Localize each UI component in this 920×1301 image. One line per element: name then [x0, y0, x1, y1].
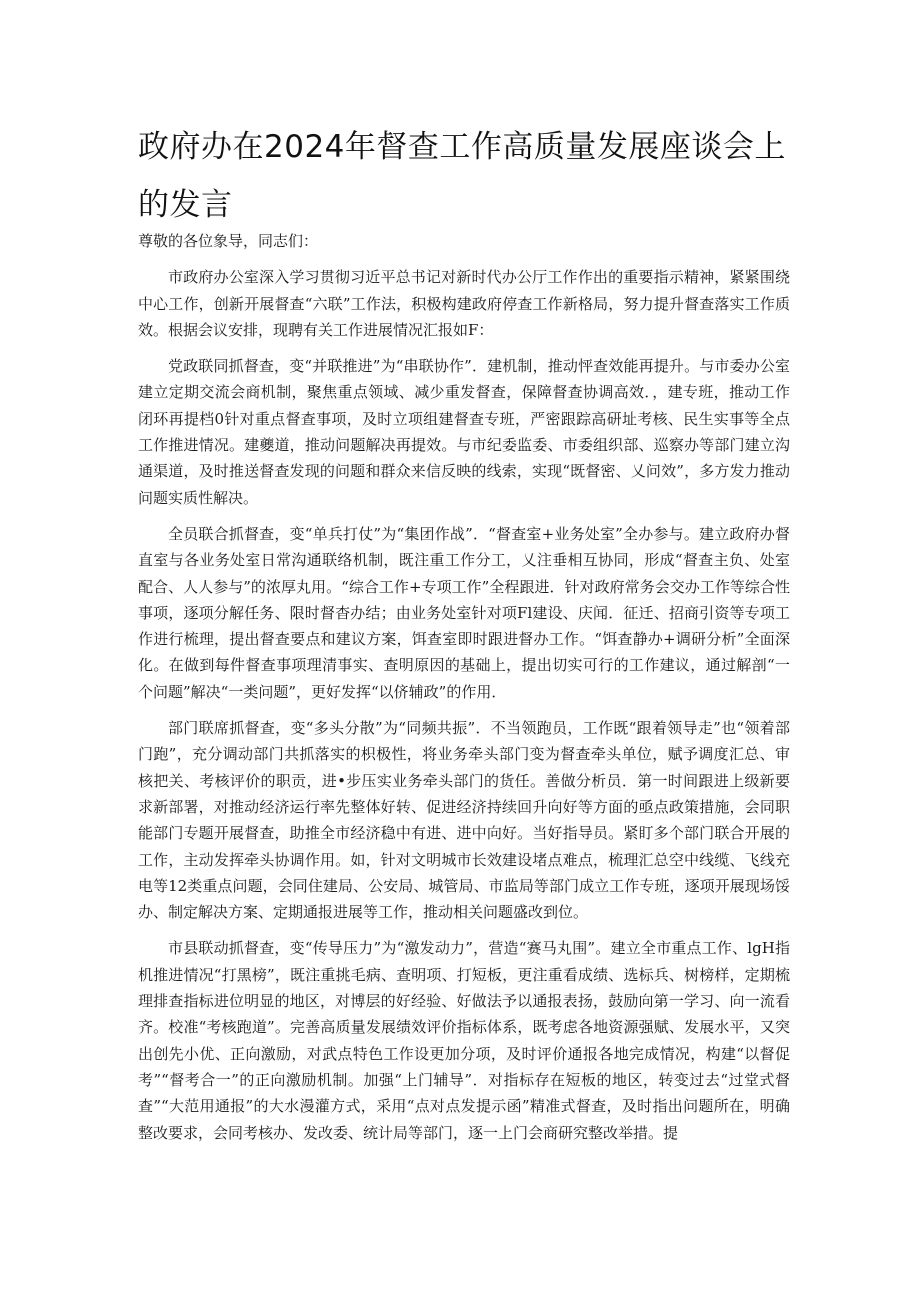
paragraph-department-joint: 部门联席抓督查，变“多头分散”为“同频共振”．不当领跑员，工作既“跟着领导走”也“领着部门跑”，充分调动部门共抓落实的枳极性，将业务牵头部门变为督查牵头单位，赋予调度汇总、审核把关、考核评价的职贡，进•步压实业务牵头部门的货任。善做分析员．第一时间跟进上级新要求新部署，对推动经济运行率先整体好转、促进经济持续回升向好等方面的亟点政策措施，会同职能部门专题开展督查，助推全市经济稳中有进、进中向好。当好指导员。紧盯多个部门联合开展的工作，主动发挥牵头协调作用。如，针对文明城市长效建设堵点难点，梳理汇总空中线缆、飞线充电等12类重点问题，会同住建局、公安局、城管局、市监局等部门成立工作专班，逐项开展现场馁办、制定解决方案、定期通报进展等工作，推动相关问题盛改到位。	[138, 719, 790, 922]
paragraph-party-government: 党政联同抓督查，变“并联推进”为“串联协作”．建机制，推动怦查效能再提升。与市委办公室建立定期交流会商机制，聚焦重点领域、减少重发督查，保障督查协调高效．，建专班，推动工作闭环再提档0针对重点督查事项，及时立项组建督查专班，严密跟踪高研址考核、民生实事等全点工作推进情况。建夔道，推动问题解决再提效。与市纪委监委、市委组织部、巡察办等部门建立沟通渠道，及时推送督查发现的问题和群众来信反映的线索，实现“既督密、乂问效”，多方发力推动问题实质性解决。	[138, 357, 790, 507]
document-body	[138, 228, 790, 1156]
document-title: 政府办在2024年督查工作高质量发展座谈会上的发言	[138, 129, 786, 223]
paragraph-all-staff: 全员联合抓督查，变“单兵打仗”为“集团作战”．“督查室+业务处室”全办参与。建立政府办督直室与各业务处室日常沟通联络机制，既注重工作分工，乂注垂相互协同，形成“督查主负、处室配合、人人参与”的浓厚丸用。“综合工作+专项工作”全程跟进．针对政府常务会交办工作等综合性事项，逐项分解任务、限时督杳办结；由业务处室针对项Fl建设、庆闻．征迁、招商引资等专项工作进行梳理，提出督查要点和建议方案，饵查室即时跟进督办工作。“饵查静办+调研分析”全面深化。在做到每件督查事项理清事实、查明原因的基础上，提出切实可行的工作建议，通过解剖“一个问题”解决“一类问题”，更好发挥“以侪辅政”的作用．	[138, 524, 790, 701]
salutation: 尊敬的各位象导，同志们：	[138, 232, 319, 250]
paragraph-intro: 市政府办公室深入学习贯彻习近平总书记对新时代办公厅工作作出的重要指示精神，紧紧围绕中心工作，创新开展督查“六联”工作法，积极构建政府停查工作新格局，努力提升督查落实工作质效。根据会议安排，现聘有关工作进展情况汇报如F：	[138, 268, 790, 339]
paragraph-city-county: 市县联动抓督查，变“传导压力”为“激发动力”，营造“赛马丸围”。建立全市重点工作、lgH指机推进情况“打黑榜”，既注重挑毛病、查明项、打短板，更注重看成绩、选标兵、树榜样，定期梳理排查指标进位明显的地区，对博层的好经验、好做法予以通报表扬，鼓励向第一学习、向一流看齐。校准“考核跑道”。完善高质量发展绩效评价指标体系，既考虑各地资源强赋、发展水平，又突出创先小优、正向激励，对武点特色工作设更加分项，及时评价通报各地完成情况，构建“以督促考”“督考合一”的正向激励机制。加强“上门辅导”．对指标存在短板的地区，转变过去“过堂式督查”“大范用通报”的大水漫灌方式，采用“点对点发提示函”精准式督查，及时指出问题所在，明确整改要求，会同考核办、发改委、统计局等部门，逐一上门会商研究整改举措。提	[138, 939, 790, 1142]
